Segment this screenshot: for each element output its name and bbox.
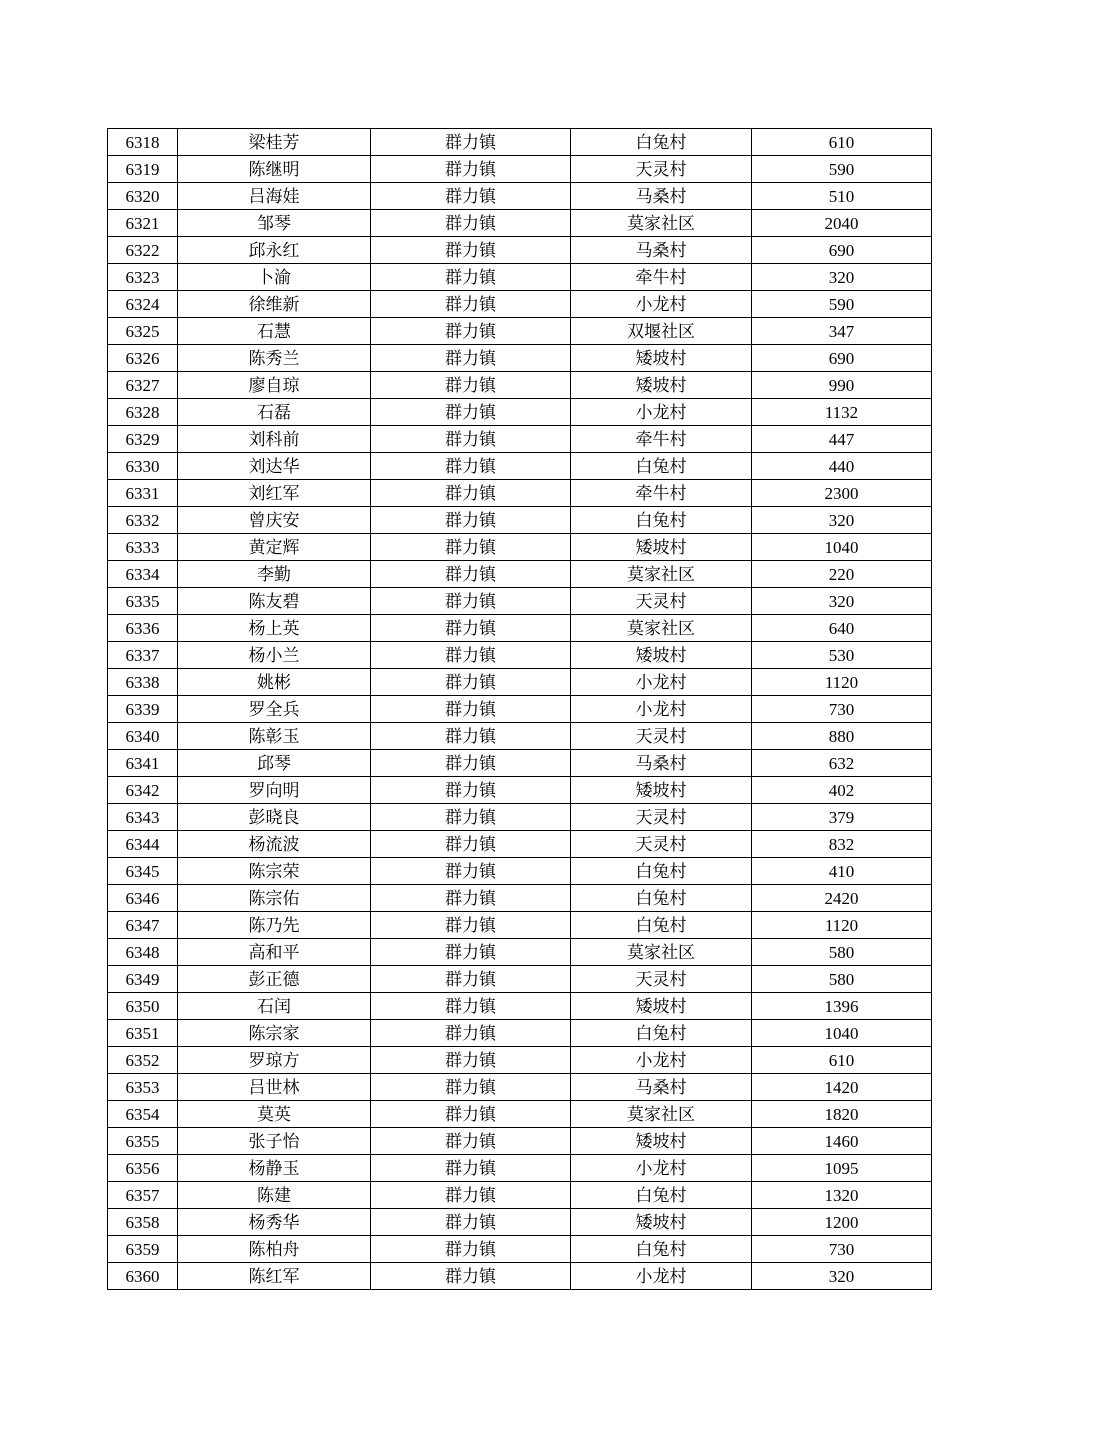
cell-village: 矮坡村 [571, 1128, 752, 1155]
cell-town: 群力镇 [371, 1155, 571, 1182]
cell-id: 6325 [108, 318, 178, 345]
table-row [108, 264, 932, 291]
table-row [108, 507, 932, 534]
table-row [108, 345, 932, 372]
cell-name: 彭晓良 [178, 804, 371, 831]
cell-town: 群力镇 [371, 1128, 571, 1155]
cell-village: 莫家社区 [571, 561, 752, 588]
cell-value: 610 [752, 129, 932, 156]
table-row [108, 588, 932, 615]
cell-town: 群力镇 [371, 129, 571, 156]
cell-town: 群力镇 [371, 1263, 571, 1290]
cell-town: 群力镇 [371, 453, 571, 480]
cell-town: 群力镇 [371, 1236, 571, 1263]
cell-id: 6346 [108, 885, 178, 912]
cell-town: 群力镇 [371, 291, 571, 318]
table-row [108, 399, 932, 426]
cell-name: 李勤 [178, 561, 371, 588]
cell-value: 320 [752, 264, 932, 291]
cell-name: 杨流波 [178, 831, 371, 858]
cell-id: 6355 [108, 1128, 178, 1155]
cell-id: 6357 [108, 1182, 178, 1209]
cell-name: 罗全兵 [178, 696, 371, 723]
cell-town: 群力镇 [371, 912, 571, 939]
cell-value: 1040 [752, 1020, 932, 1047]
table-row [108, 1155, 932, 1182]
cell-village: 矮坡村 [571, 1209, 752, 1236]
cell-town: 群力镇 [371, 858, 571, 885]
table-row [108, 1047, 932, 1074]
cell-name: 杨秀华 [178, 1209, 371, 1236]
cell-id: 6347 [108, 912, 178, 939]
cell-name: 陈宗佑 [178, 885, 371, 912]
cell-village: 小龙村 [571, 1155, 752, 1182]
cell-town: 群力镇 [371, 885, 571, 912]
cell-town: 群力镇 [371, 804, 571, 831]
cell-town: 群力镇 [371, 777, 571, 804]
cell-value: 730 [752, 1236, 932, 1263]
cell-value: 580 [752, 966, 932, 993]
table-row [108, 1236, 932, 1263]
cell-village: 莫家社区 [571, 210, 752, 237]
cell-value: 640 [752, 615, 932, 642]
cell-village: 马桑村 [571, 1074, 752, 1101]
cell-village: 牵牛村 [571, 480, 752, 507]
table-row [108, 1209, 932, 1236]
cell-id: 6332 [108, 507, 178, 534]
cell-town: 群力镇 [371, 696, 571, 723]
cell-town: 群力镇 [371, 669, 571, 696]
cell-village: 莫家社区 [571, 1101, 752, 1128]
table-row [108, 1182, 932, 1209]
table-row [108, 1101, 932, 1128]
cell-name: 姚彬 [178, 669, 371, 696]
cell-name: 邹琴 [178, 210, 371, 237]
cell-village: 天灵村 [571, 831, 752, 858]
cell-name: 邱永红 [178, 237, 371, 264]
cell-id: 6321 [108, 210, 178, 237]
cell-id: 6330 [108, 453, 178, 480]
cell-name: 梁桂芳 [178, 129, 371, 156]
cell-town: 群力镇 [371, 561, 571, 588]
cell-town: 群力镇 [371, 318, 571, 345]
cell-village: 矮坡村 [571, 345, 752, 372]
table-row [108, 777, 932, 804]
cell-id: 6326 [108, 345, 178, 372]
cell-id: 6354 [108, 1101, 178, 1128]
cell-name: 陈宗荣 [178, 858, 371, 885]
cell-name: 吕世林 [178, 1074, 371, 1101]
cell-village: 矮坡村 [571, 993, 752, 1020]
cell-village: 矮坡村 [571, 777, 752, 804]
cell-village: 小龙村 [571, 1047, 752, 1074]
table-row [108, 129, 932, 156]
cell-id: 6320 [108, 183, 178, 210]
cell-id: 6339 [108, 696, 178, 723]
table-row [108, 534, 932, 561]
table-row [108, 669, 932, 696]
cell-value: 220 [752, 561, 932, 588]
cell-id: 6334 [108, 561, 178, 588]
cell-value: 440 [752, 453, 932, 480]
cell-village: 白兔村 [571, 507, 752, 534]
cell-village: 白兔村 [571, 453, 752, 480]
cell-name: 卜渝 [178, 264, 371, 291]
cell-name: 高和平 [178, 939, 371, 966]
cell-village: 天灵村 [571, 723, 752, 750]
cell-town: 群力镇 [371, 642, 571, 669]
table-row [108, 642, 932, 669]
table-row [108, 318, 932, 345]
cell-town: 群力镇 [371, 966, 571, 993]
cell-town: 群力镇 [371, 237, 571, 264]
cell-id: 6327 [108, 372, 178, 399]
cell-village: 白兔村 [571, 1182, 752, 1209]
cell-value: 1095 [752, 1155, 932, 1182]
cell-town: 群力镇 [371, 1209, 571, 1236]
cell-village: 莫家社区 [571, 615, 752, 642]
cell-id: 6353 [108, 1074, 178, 1101]
cell-value: 610 [752, 1047, 932, 1074]
cell-name: 陈建 [178, 1182, 371, 1209]
cell-id: 6335 [108, 588, 178, 615]
cell-village: 小龙村 [571, 399, 752, 426]
cell-town: 群力镇 [371, 480, 571, 507]
cell-id: 6345 [108, 858, 178, 885]
cell-village: 白兔村 [571, 1236, 752, 1263]
cell-village: 白兔村 [571, 885, 752, 912]
cell-town: 群力镇 [371, 507, 571, 534]
cell-id: 6324 [108, 291, 178, 318]
records-table [107, 128, 932, 1290]
cell-name: 陈继明 [178, 156, 371, 183]
cell-name: 陈友碧 [178, 588, 371, 615]
cell-village: 小龙村 [571, 1263, 752, 1290]
cell-id: 6319 [108, 156, 178, 183]
cell-id: 6356 [108, 1155, 178, 1182]
cell-value: 1120 [752, 669, 932, 696]
cell-value: 730 [752, 696, 932, 723]
table-row [108, 750, 932, 777]
cell-town: 群力镇 [371, 1074, 571, 1101]
cell-id: 6343 [108, 804, 178, 831]
cell-id: 6360 [108, 1263, 178, 1290]
cell-name: 陈乃先 [178, 912, 371, 939]
cell-name: 罗向明 [178, 777, 371, 804]
cell-id: 6341 [108, 750, 178, 777]
cell-name: 曾庆安 [178, 507, 371, 534]
cell-town: 群力镇 [371, 345, 571, 372]
cell-town: 群力镇 [371, 750, 571, 777]
cell-village: 小龙村 [571, 669, 752, 696]
cell-value: 2420 [752, 885, 932, 912]
table-row [108, 291, 932, 318]
cell-id: 6348 [108, 939, 178, 966]
records-table-body [108, 129, 932, 1290]
cell-value: 832 [752, 831, 932, 858]
cell-name: 陈彰玉 [178, 723, 371, 750]
cell-village: 马桑村 [571, 183, 752, 210]
table-row [108, 480, 932, 507]
cell-id: 6351 [108, 1020, 178, 1047]
cell-id: 6322 [108, 237, 178, 264]
table-row [108, 723, 932, 750]
cell-id: 6359 [108, 1236, 178, 1263]
cell-id: 6323 [108, 264, 178, 291]
cell-id: 6352 [108, 1047, 178, 1074]
cell-name: 陈柏舟 [178, 1236, 371, 1263]
table-row [108, 1074, 932, 1101]
cell-value: 510 [752, 183, 932, 210]
cell-name: 陈秀兰 [178, 345, 371, 372]
cell-village: 牵牛村 [571, 426, 752, 453]
cell-id: 6337 [108, 642, 178, 669]
cell-value: 320 [752, 507, 932, 534]
cell-name: 石慧 [178, 318, 371, 345]
cell-village: 白兔村 [571, 129, 752, 156]
cell-value: 590 [752, 291, 932, 318]
cell-village: 小龙村 [571, 291, 752, 318]
cell-village: 牵牛村 [571, 264, 752, 291]
cell-name: 杨静玉 [178, 1155, 371, 1182]
cell-value: 990 [752, 372, 932, 399]
table-row [108, 966, 932, 993]
cell-value: 410 [752, 858, 932, 885]
cell-id: 6329 [108, 426, 178, 453]
cell-value: 530 [752, 642, 932, 669]
cell-id: 6328 [108, 399, 178, 426]
cell-name: 刘红军 [178, 480, 371, 507]
table-row [108, 426, 932, 453]
table-row [108, 183, 932, 210]
cell-name: 陈宗家 [178, 1020, 371, 1047]
cell-village: 天灵村 [571, 966, 752, 993]
cell-name: 黄定辉 [178, 534, 371, 561]
cell-id: 6358 [108, 1209, 178, 1236]
cell-village: 马桑村 [571, 237, 752, 264]
cell-name: 刘达华 [178, 453, 371, 480]
cell-village: 天灵村 [571, 588, 752, 615]
cell-name: 陈红军 [178, 1263, 371, 1290]
cell-village: 白兔村 [571, 912, 752, 939]
cell-village: 双堰社区 [571, 318, 752, 345]
table-row [108, 804, 932, 831]
cell-value: 1396 [752, 993, 932, 1020]
cell-village: 莫家社区 [571, 939, 752, 966]
cell-name: 吕海娃 [178, 183, 371, 210]
cell-village: 小龙村 [571, 696, 752, 723]
cell-value: 690 [752, 237, 932, 264]
cell-town: 群力镇 [371, 156, 571, 183]
cell-value: 590 [752, 156, 932, 183]
cell-value: 2300 [752, 480, 932, 507]
cell-village: 矮坡村 [571, 642, 752, 669]
table-row [108, 1263, 932, 1290]
cell-name: 张子怡 [178, 1128, 371, 1155]
cell-id: 6344 [108, 831, 178, 858]
cell-town: 群力镇 [371, 534, 571, 561]
table-row [108, 696, 932, 723]
cell-town: 群力镇 [371, 1047, 571, 1074]
cell-id: 6336 [108, 615, 178, 642]
cell-value: 2040 [752, 210, 932, 237]
table-row [108, 1020, 932, 1047]
cell-village: 矮坡村 [571, 372, 752, 399]
cell-id: 6333 [108, 534, 178, 561]
cell-value: 880 [752, 723, 932, 750]
cell-value: 1820 [752, 1101, 932, 1128]
cell-value: 1200 [752, 1209, 932, 1236]
cell-value: 1460 [752, 1128, 932, 1155]
cell-town: 群力镇 [371, 183, 571, 210]
cell-town: 群力镇 [371, 264, 571, 291]
cell-town: 群力镇 [371, 210, 571, 237]
table-row [108, 993, 932, 1020]
cell-village: 白兔村 [571, 858, 752, 885]
cell-id: 6338 [108, 669, 178, 696]
cell-value: 447 [752, 426, 932, 453]
table-row [108, 210, 932, 237]
table-row [108, 939, 932, 966]
cell-name: 石闰 [178, 993, 371, 1020]
table-row [108, 885, 932, 912]
cell-id: 6349 [108, 966, 178, 993]
cell-id: 6318 [108, 129, 178, 156]
cell-value: 580 [752, 939, 932, 966]
cell-value: 632 [752, 750, 932, 777]
cell-town: 群力镇 [371, 615, 571, 642]
cell-town: 群力镇 [371, 939, 571, 966]
cell-name: 罗琼方 [178, 1047, 371, 1074]
cell-id: 6340 [108, 723, 178, 750]
cell-village: 马桑村 [571, 750, 752, 777]
cell-town: 群力镇 [371, 1182, 571, 1209]
table-row [108, 372, 932, 399]
cell-value: 690 [752, 345, 932, 372]
cell-value: 347 [752, 318, 932, 345]
table-row [108, 858, 932, 885]
cell-value: 379 [752, 804, 932, 831]
cell-name: 石磊 [178, 399, 371, 426]
cell-value: 1132 [752, 399, 932, 426]
cell-id: 6342 [108, 777, 178, 804]
table-row [108, 615, 932, 642]
cell-town: 群力镇 [371, 588, 571, 615]
cell-id: 6350 [108, 993, 178, 1020]
cell-name: 杨小兰 [178, 642, 371, 669]
cell-village: 白兔村 [571, 1020, 752, 1047]
table-row [108, 1128, 932, 1155]
cell-name: 廖自琼 [178, 372, 371, 399]
table-row [108, 561, 932, 588]
cell-name: 杨上英 [178, 615, 371, 642]
cell-name: 彭正德 [178, 966, 371, 993]
cell-value: 1420 [752, 1074, 932, 1101]
table-row [108, 237, 932, 264]
cell-value: 1040 [752, 534, 932, 561]
cell-town: 群力镇 [371, 1020, 571, 1047]
cell-name: 刘科前 [178, 426, 371, 453]
cell-town: 群力镇 [371, 1101, 571, 1128]
cell-value: 320 [752, 588, 932, 615]
cell-name: 邱琴 [178, 750, 371, 777]
cell-value: 1320 [752, 1182, 932, 1209]
cell-value: 1120 [752, 912, 932, 939]
cell-town: 群力镇 [371, 723, 571, 750]
cell-name: 莫英 [178, 1101, 371, 1128]
cell-town: 群力镇 [371, 993, 571, 1020]
table-row [108, 831, 932, 858]
cell-town: 群力镇 [371, 372, 571, 399]
cell-town: 群力镇 [371, 426, 571, 453]
cell-village: 天灵村 [571, 804, 752, 831]
cell-value: 402 [752, 777, 932, 804]
cell-village: 矮坡村 [571, 534, 752, 561]
cell-town: 群力镇 [371, 831, 571, 858]
cell-id: 6331 [108, 480, 178, 507]
cell-village: 天灵村 [571, 156, 752, 183]
cell-town: 群力镇 [371, 399, 571, 426]
table-row [108, 453, 932, 480]
table-row [108, 156, 932, 183]
table-row [108, 912, 932, 939]
cell-value: 320 [752, 1263, 932, 1290]
cell-name: 徐维新 [178, 291, 371, 318]
